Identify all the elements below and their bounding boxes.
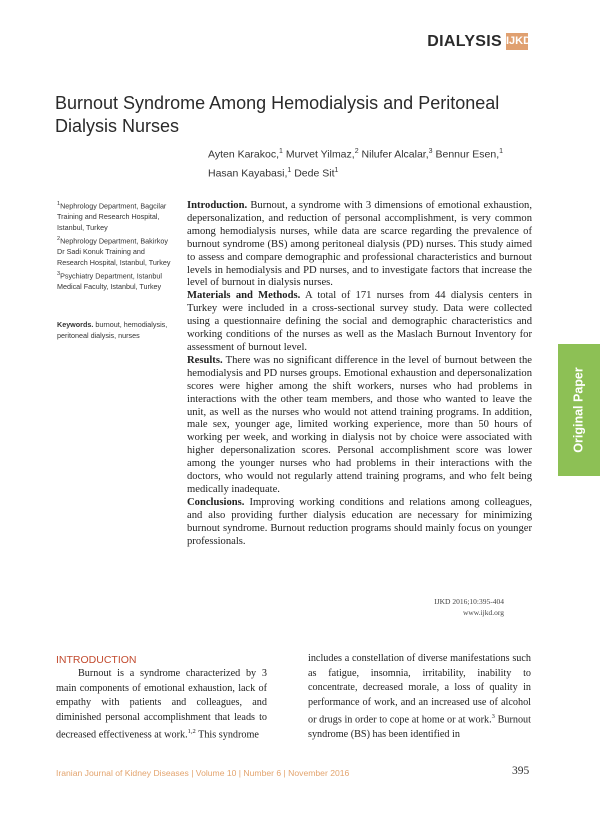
author: Bennur Esen, [435, 148, 500, 161]
abstract-section-label: Materials and Methods. [187, 290, 301, 302]
article-type-label-wrap [558, 344, 600, 476]
author: Ayten Karakoc, [208, 148, 280, 161]
keywords [57, 320, 177, 342]
reference-mark[interactable]: 1,2 [187, 728, 196, 736]
citation [380, 597, 504, 618]
citation-ref: IJKD 2016;10:395-404 [434, 597, 504, 606]
abstract-conclusions: Conclusions. Improving working conditions and relations among colleagues, and also providing further dialysis education are necessary for minimizing burnout syndrome. Burnout reduction programs should mainly focus on younger professionals. [187, 496, 532, 547]
affiliations [57, 199, 177, 293]
author: Murvet Yilmaz, [285, 148, 355, 161]
abstract-section-label: Introduction. [187, 200, 248, 211]
author-affiliation-mark: 1 [499, 148, 504, 155]
abstract-section-label: Conclusions. [187, 496, 245, 508]
affiliation: $^2$Nephrology Department, Bakirkoy Dr Sadi Konuk Training and Research Hospital, Istanbul, Turkey [57, 235, 171, 267]
abstract-methods: Materials and Methods. A total of 171 nurses from 44 dialysis centers in Turkey were included in a cross-sectional survey study. Data were collected using a questionnaire defining the social and demographic characteristics and working conditions of the nurses as well as the Maslach Burnout Inventory for assessment of burnout level. [187, 290, 532, 353]
abstract-introduction: Introduction. Burnout, a syndrome with 3 dimensions of emotional exhaustion, depersonalization, and reduction of personal accomplishment, is very common among hemodialysis nurses, while data are scarce regarding the prevalence of burnout syndrome (BS) among peritoneal dialysis (PD) nurses. This study aimed to assess and compare demographic and professional characteristics and burnout levels in hemodialysis and PD nurses, and to investigate factors that increase the level of burnout in dialysis nurses. [187, 200, 532, 289]
reference-mark[interactable]: 3 [491, 713, 495, 721]
body-column-left: Burnout is a syndrome characterized by 3 main components of emotional exhaustion, lack of empathy with patients and colleagues, and diminished personal accomplishment that leads to decreased effectiveness at work.$^{1,2}$ This syndrome [56, 668, 267, 741]
journal-section-label: DIALYSIS [427, 33, 502, 50]
article-type-label: Original Paper [572, 367, 587, 453]
author-affiliation-mark: 2 [354, 148, 359, 155]
body-column-right: includes a constellation of diverse manifestations such as fatigue, insomnia, irritability, inability to concentrate, decreased morale, a loss of quality in performance of work, and an increased use of alcohol or drugs in order to cope at home or at work.$^3$ Burnout syndrome (BS) has been identified in [308, 653, 531, 741]
abstract [187, 200, 532, 548]
page-number: 395 [512, 765, 530, 777]
author-affiliation-mark: 1 [334, 166, 339, 174]
author: Hasan Kayabasi, [208, 167, 288, 179]
journal-logo-badge: IJKD [506, 33, 528, 50]
section-heading-introduction: INTRODUCTION [56, 654, 137, 666]
abstract-section-label: Results. [187, 354, 223, 366]
journal-footer: Iranian Journal of Kidney Diseases | Volume 10 | Number 6 | November 2016 [56, 768, 350, 778]
keywords-text: burnout, hemodialysis, peritoneal dialysis, nurses [57, 320, 168, 340]
author-affiliation-mark: 3 [428, 148, 433, 155]
author-affiliation-mark: 1 [287, 166, 292, 174]
author-list [208, 144, 538, 181]
author: Dede Sit [294, 167, 335, 179]
affiliation: $^1$Nephrology Department, Bagcilar Training and Research Hospital, Istanbul, Turkey [57, 201, 167, 232]
keywords-label: Keywords. [57, 320, 94, 329]
journal-url[interactable]: www.ijkd.org [462, 607, 504, 617]
abstract-results: Results. There was no significant difference in the level of burnout between the hemodialysis and PD nurses groups. Emotional exhaustion and depersonalization scores were higher among the shift workers, nurses who had problems in interactions with the other team members, and those who wanted to leave the unit, as well as the nurses who would not attend training programs. In addition, male sex, younger age, limited working experience, more than 50 hours of working per week, and working in dialysis not by choice were associated with higher depersonalization scores. Personal accomplishment score was lower among the younger nurses who had problems in their interactions with the doctors, who would not regularly attend training programs, and who felt being medically inadequate. [187, 354, 532, 495]
affiliation: $^3$Psychiatry Department, Istanbul Medical Faculty, Istanbul, Turkey [57, 270, 162, 291]
author-affiliation-mark: 1 [279, 148, 283, 155]
article-title: Burnout Syndrome Among Hemodialysis and Peritoneal Dialysis Nurses [55, 93, 500, 136]
author: Nilufer Alcalar, [361, 148, 429, 161]
